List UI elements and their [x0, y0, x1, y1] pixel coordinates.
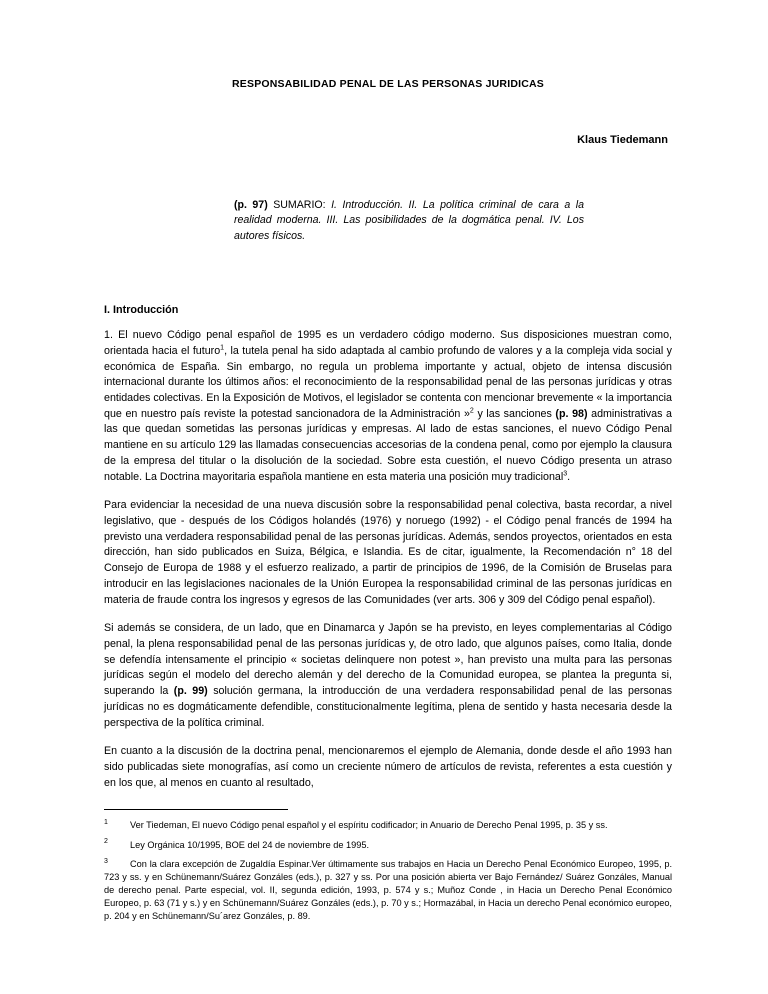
paragraph: En cuanto a la discusión de la doctrina penal, mencionaremos el ejemplo de Alemania, donde desde el año 1993 han sido publicadas siete monografías, así como un creciente número de artículos de revista, referentes a esta cuestión y en los que, al menos en cuanto al resultado,: [104, 745, 672, 789]
footnote-item: 3 Con la clara excepción de Zugaldía Espinar.Ver últimamente sus trabajos en Hacia un Derecho Penal Económico Europeo, 1995, p. 723 y ss. y en Schünemann/Suárez Gonzáles (eds.), p. 327 y ss. Por una posición abierta ver Bajo Fernández/ Suárez Gonzáles, Manual de derecho penal. Parte especial, vol. II, segunda edición, 1993, p. 574 y s.; Muñoz Conde , in Hacia un Derecho Penal Económico Europeo, p. 63 (71 y s.) y en Schünemann/Suárez Gonzáles (eds.), p. 70 y s.; Hormazábal, in Hacia un derecho Penal económico europeo, p. 204 y en Schünemann/Su´arez Gonzáles, p. 89.: [104, 857, 672, 921]
summary-text: I. Introducción. II. La política criminal de cara a la realidad moderna. III. Las posibilidades de la dogmática penal. IV. Los autores físicos.: [234, 199, 584, 242]
author-name: Klaus Tiedemann: [577, 134, 668, 146]
footnote-item: 1 Ver Tiedeman, El nuevo Código penal español y el espíritu codificador; in Anuario de Derecho Penal 1995, p. 35 y ss.: [104, 819, 608, 831]
page-marker: (p. 98): [555, 407, 588, 420]
footnote-text: Ley Orgánica 10/1995, BOE del 24 de noviembre de 1995.: [130, 839, 370, 850]
footnote-separator: [104, 809, 288, 810]
summary-page-marker: (p. 97): [234, 199, 268, 211]
footnote-reference[interactable]: 1: [220, 344, 225, 352]
paragraph: Para evidenciar la necesidad de una nueva discusión sobre la responsabilidad penal colectiva, basta recordar, a nivel legislativo, que - después de los Códigos holandés (1976) y noruego (1992) - el Código penal francés de 1994 ha previsto una verdadera responsabilidad penal de las personas jurídicas. Además, sendos proyectos, orientados en esta dirección, han sido publicados en Suiza, Bélgica, e Islandia. Es de citar, igualmente, la Recomendación n° 18 del Consejo de Europa de 1988 y el esfuerzo realizado, a partir de principios de 1996, de la Comisión de Bruselas para introducir en las legislaciones nacionales de la Unión Europea la responsabilidad criminal de las personas jurídicas en materia de fraude contra los ingresos y egresos de las Comunidades (ver arts. 306 y 309 del Código penal español).: [104, 499, 672, 606]
footnote-text: Con la clara excepción de Zugaldía Espinar.Ver últimamente sus trabajos en Hacia un Derecho Penal Económico Europeo, 1995, p. 723 y ss. y en Schünemann/Suárez Gonzáles (eds.), p. 327 y ss. Por una posición abierta ver Bajo Fernández/ Suárez Gonzáles, Manual de derecho penal. Parte especial, vol. II, segunda edición, 1993, p. 574 y s.; Muñoz Conde , in Hacia un Derecho Penal Económico Europeo, p. 63 (71 y s.) y en Schünemann/Suárez Gonzáles (eds.), p. 70 y s.; Hormazábal, in Hacia un derecho Penal económico europeo, p. 204 y en Schünemann/Su´arez Gonzáles, p. 89.: [104, 858, 672, 921]
footnote-reference[interactable]: 2: [469, 407, 474, 415]
page-title: RESPONSABILIDAD PENAL DE LAS PERSONAS JURIDICAS: [232, 78, 544, 90]
summary-block: [234, 198, 584, 244]
page-marker: (p. 99): [173, 685, 208, 698]
footnote-item: 2 Ley Orgánica 10/1995, BOE del 24 de noviembre de 1995.: [104, 838, 370, 850]
body-paragraphs: [104, 328, 672, 791]
paragraph: 1. El nuevo Código penal español de 1995 es un verdadero código moderno. Sus disposiciones muestran como, orientada hacia el futuro$^1$, la tutela penal ha sido adaptada al cambio profundo de valores y a la compleja vida social y económica de España. Sin embargo, no regula un problema importante y actual, objeto de intensa discusión internacional durante los últimos años: el reconocimiento de la responsabilidad penal de las personas jurídicas y otras entidades colectivas. En la Exposición de Motivos, el legislador se contenta con mencionar brevemente « la importancia que en nuestro país reviste la potestad sancionadora de la Administración »$^2$ y las sanciones (p. 98) administrativas a las que quedan sometidas las personas jurídicas y empresas. Al lado de estas sanciones, el nuevo Código Penal mantiene en su artículo 129 las llamadas consecuencias accesorias de la condena penal, como por ejemplo la clausura de la empresa del titular o la disolución de la sociedad. Sobre esta cuestión, el nuevo Código presenta un atraso notable. La Doctrina mayoritaria española mantiene en esta materia una posición muy tradicional$^3$.: [104, 329, 672, 483]
section-heading-introduccion: I. Introducción: [104, 304, 179, 317]
footnotes-block: [104, 819, 672, 922]
summary-label: SUMARIO:: [273, 199, 326, 211]
paragraph: Si además se considera, de un lado, que en Dinamarca y Japón se ha previsto, en leyes complementarias al Código penal, la plena responsabilidad penal de las personas jurídicas y, de otro lado, que algunos países, como Italia, donde se defendía intensamente el principio « societas delinquere non potest », han previsto una multa para las personas jurídicas según el modelo del derecho alemán y del derecho de la Comunidad europea, se plantea la pregunta si, superando la (p. 99) solución germana, la introducción de una verdadera responsabilidad penal de las personas jurídicas no es dogmáticamente defendible, constitucionalmente legítima, plena de sentido y hasta necesaria desde la perspectiva de la política criminal.: [104, 622, 672, 729]
footnote-reference[interactable]: 3: [563, 469, 568, 477]
footnote-text: Ver Tiedeman, El nuevo Código penal español y el espíritu codificador; in Anuario de Derecho Penal 1995, p. 35 y ss.: [130, 820, 608, 831]
